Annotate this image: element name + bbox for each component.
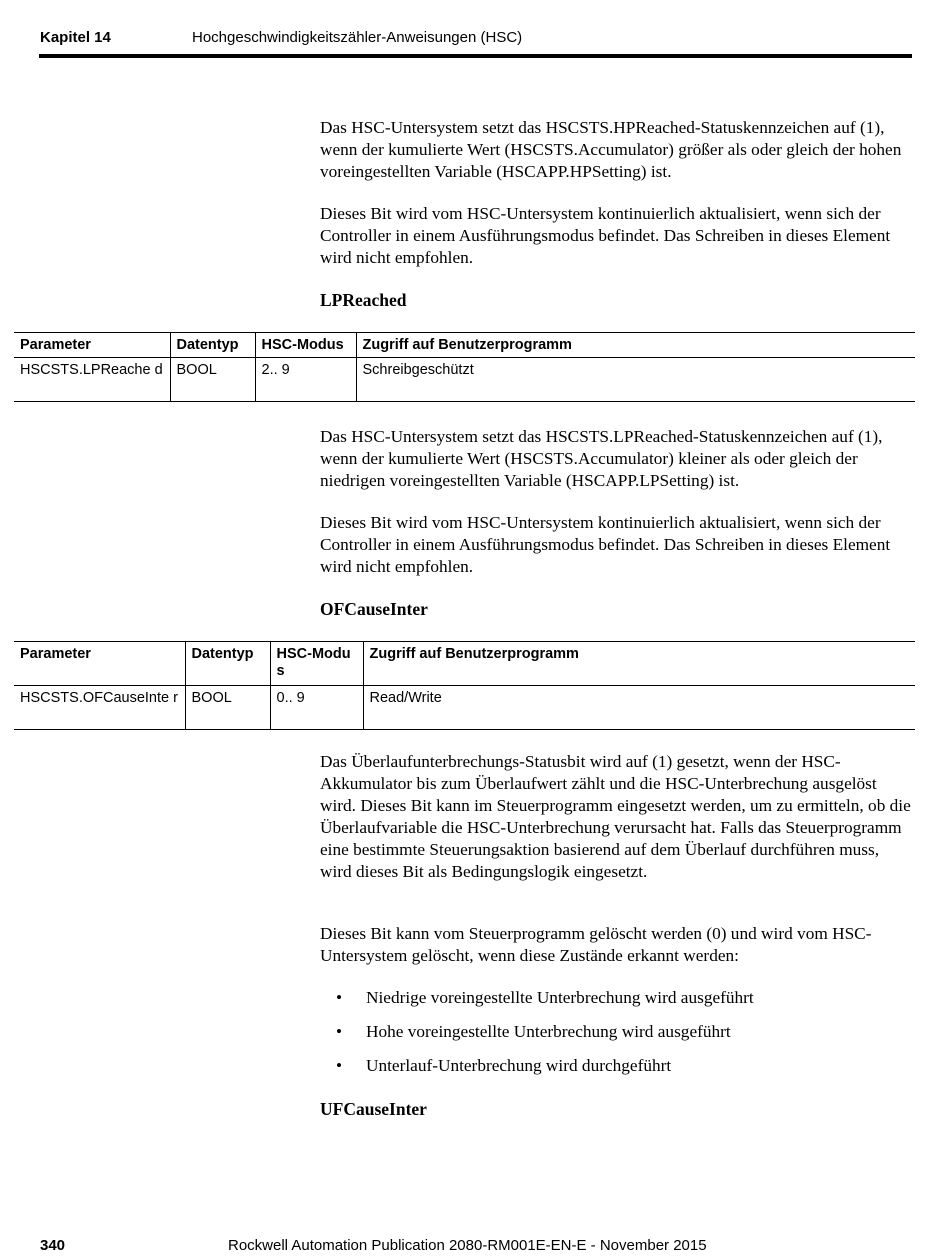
- bullet-icon: •: [336, 988, 343, 1007]
- paragraph-hpreached-status: Das HSC-Untersystem setzt das HSCSTS.HPReached-Statuskennzeichen auf (1), wenn der kumulierte Wert (HSCSTS.Accumulator) größer als oder gleich der hohen voreingestellten Variable (HSCAPP.HPSetting) ist.: [320, 118, 902, 181]
- page-number: 340: [40, 1237, 66, 1254]
- section-heading-ufcauseinter: UFCauseInter: [320, 1099, 427, 1119]
- bullet-icon: •: [336, 1022, 343, 1041]
- list-item-text: Hohe voreingestellte Unterbrechung wird ausgeführt: [366, 1022, 731, 1041]
- table-row: [14, 686, 915, 730]
- paragraph-overflow-status: Das Überlaufunterbrechungs-Statusbit wird auf (1) gesetzt, wenn der HSC-Akkumulator bis zum Überlaufwert zählt und die HSC-Unterbrechung ausgelöst wird. Dieses Bit kann im Steuerprogramm eingesetzt werden, um zu ermitteln, ob die Überlaufvariable die HSC-Unterbrechung verursacht hat. Falls das Steuerprogramm eine bestimmte Steuerungsaktion basierend auf dem Überlauf durchführen muss, wird dieses Bit als Bedingungslogik eingesetzt.: [320, 752, 911, 881]
- parameter-table-lpreached: [14, 332, 915, 402]
- section-heading-lpreached: LPReached: [320, 290, 407, 310]
- section-heading-ofcauseinter: OFCauseInter: [320, 599, 428, 619]
- column-header: Parameter: [20, 646, 91, 662]
- table-cell-parameter: HSCSTS.OFCauseInte r: [20, 690, 178, 706]
- chapter-label: Kapitel 14: [40, 29, 111, 46]
- paragraph-lpreached-update: Dieses Bit wird vom HSC-Untersystem kontinuierlich aktualisiert, wenn sich der Controller in einem Ausführungsmodus befindet. Das Schreiben in dieses Element wird nicht empfohlen.: [320, 513, 891, 576]
- table-cell-datatype: BOOL: [185, 686, 270, 730]
- list-item: [320, 1054, 754, 1088]
- bullet-icon: •: [336, 1056, 343, 1075]
- publication-info: Rockwell Automation Publication 2080-RM001E-EN-E - November 2015: [228, 1237, 707, 1254]
- table-header-row: [14, 642, 915, 686]
- table-header-row: [14, 333, 915, 358]
- table-cell-parameter: HSCSTS.LPReache d: [20, 362, 163, 378]
- list-item-text: Niedrige voreingestellte Unterbrechung wird ausgeführt: [366, 988, 754, 1007]
- list-item: [320, 1020, 754, 1054]
- column-header: Zugriff auf Benutzerprogramm: [363, 642, 915, 686]
- table-cell-mode: 2.. 9: [255, 358, 356, 402]
- column-header: HSC-Modus: [255, 333, 356, 358]
- table-cell-access: Read/Write: [363, 686, 915, 730]
- column-header: Datentyp: [170, 333, 255, 358]
- column-header: HSC-Modu s: [270, 642, 363, 686]
- table-cell-datatype: BOOL: [170, 358, 255, 402]
- table-cell-access: Schreibgeschützt: [356, 358, 915, 402]
- bullet-list: [320, 986, 754, 1088]
- table-row: [14, 358, 915, 402]
- paragraph-lpreached-status: Das HSC-Untersystem setzt das HSCSTS.LPReached-Statuskennzeichen auf (1), wenn der kumulierte Wert (HSCSTS.Accumulator) kleiner als oder gleich der niedrigen voreingestellten Variable (HSCAPP.LPSetting) ist.: [320, 427, 883, 490]
- paragraph-hpreached-update: Dieses Bit wird vom HSC-Untersystem kontinuierlich aktualisiert, wenn sich der Controller in einem Ausführungsmodus befindet. Das Schreiben in dieses Element wird nicht empfohlen.: [320, 204, 891, 267]
- column-header: Datentyp: [185, 642, 270, 686]
- column-header: Zugriff auf Benutzerprogramm: [356, 333, 915, 358]
- header-rule: [39, 54, 912, 58]
- table-cell-mode: 0.. 9: [270, 686, 363, 730]
- column-header: Parameter: [20, 337, 91, 353]
- list-item: [320, 986, 754, 1020]
- chapter-title: Hochgeschwindigkeitszähler-Anweisungen (HSC): [192, 29, 523, 46]
- list-item-text: Unterlauf-Unterbrechung wird durchgeführt: [366, 1056, 672, 1075]
- paragraph-clear-conditions: Dieses Bit kann vom Steuerprogramm gelöscht werden (0) und wird vom HSC-Untersystem gelöscht, wenn diese Zustände erkannt werden:: [320, 924, 872, 965]
- parameter-table-ofcauseinter: [14, 641, 915, 730]
